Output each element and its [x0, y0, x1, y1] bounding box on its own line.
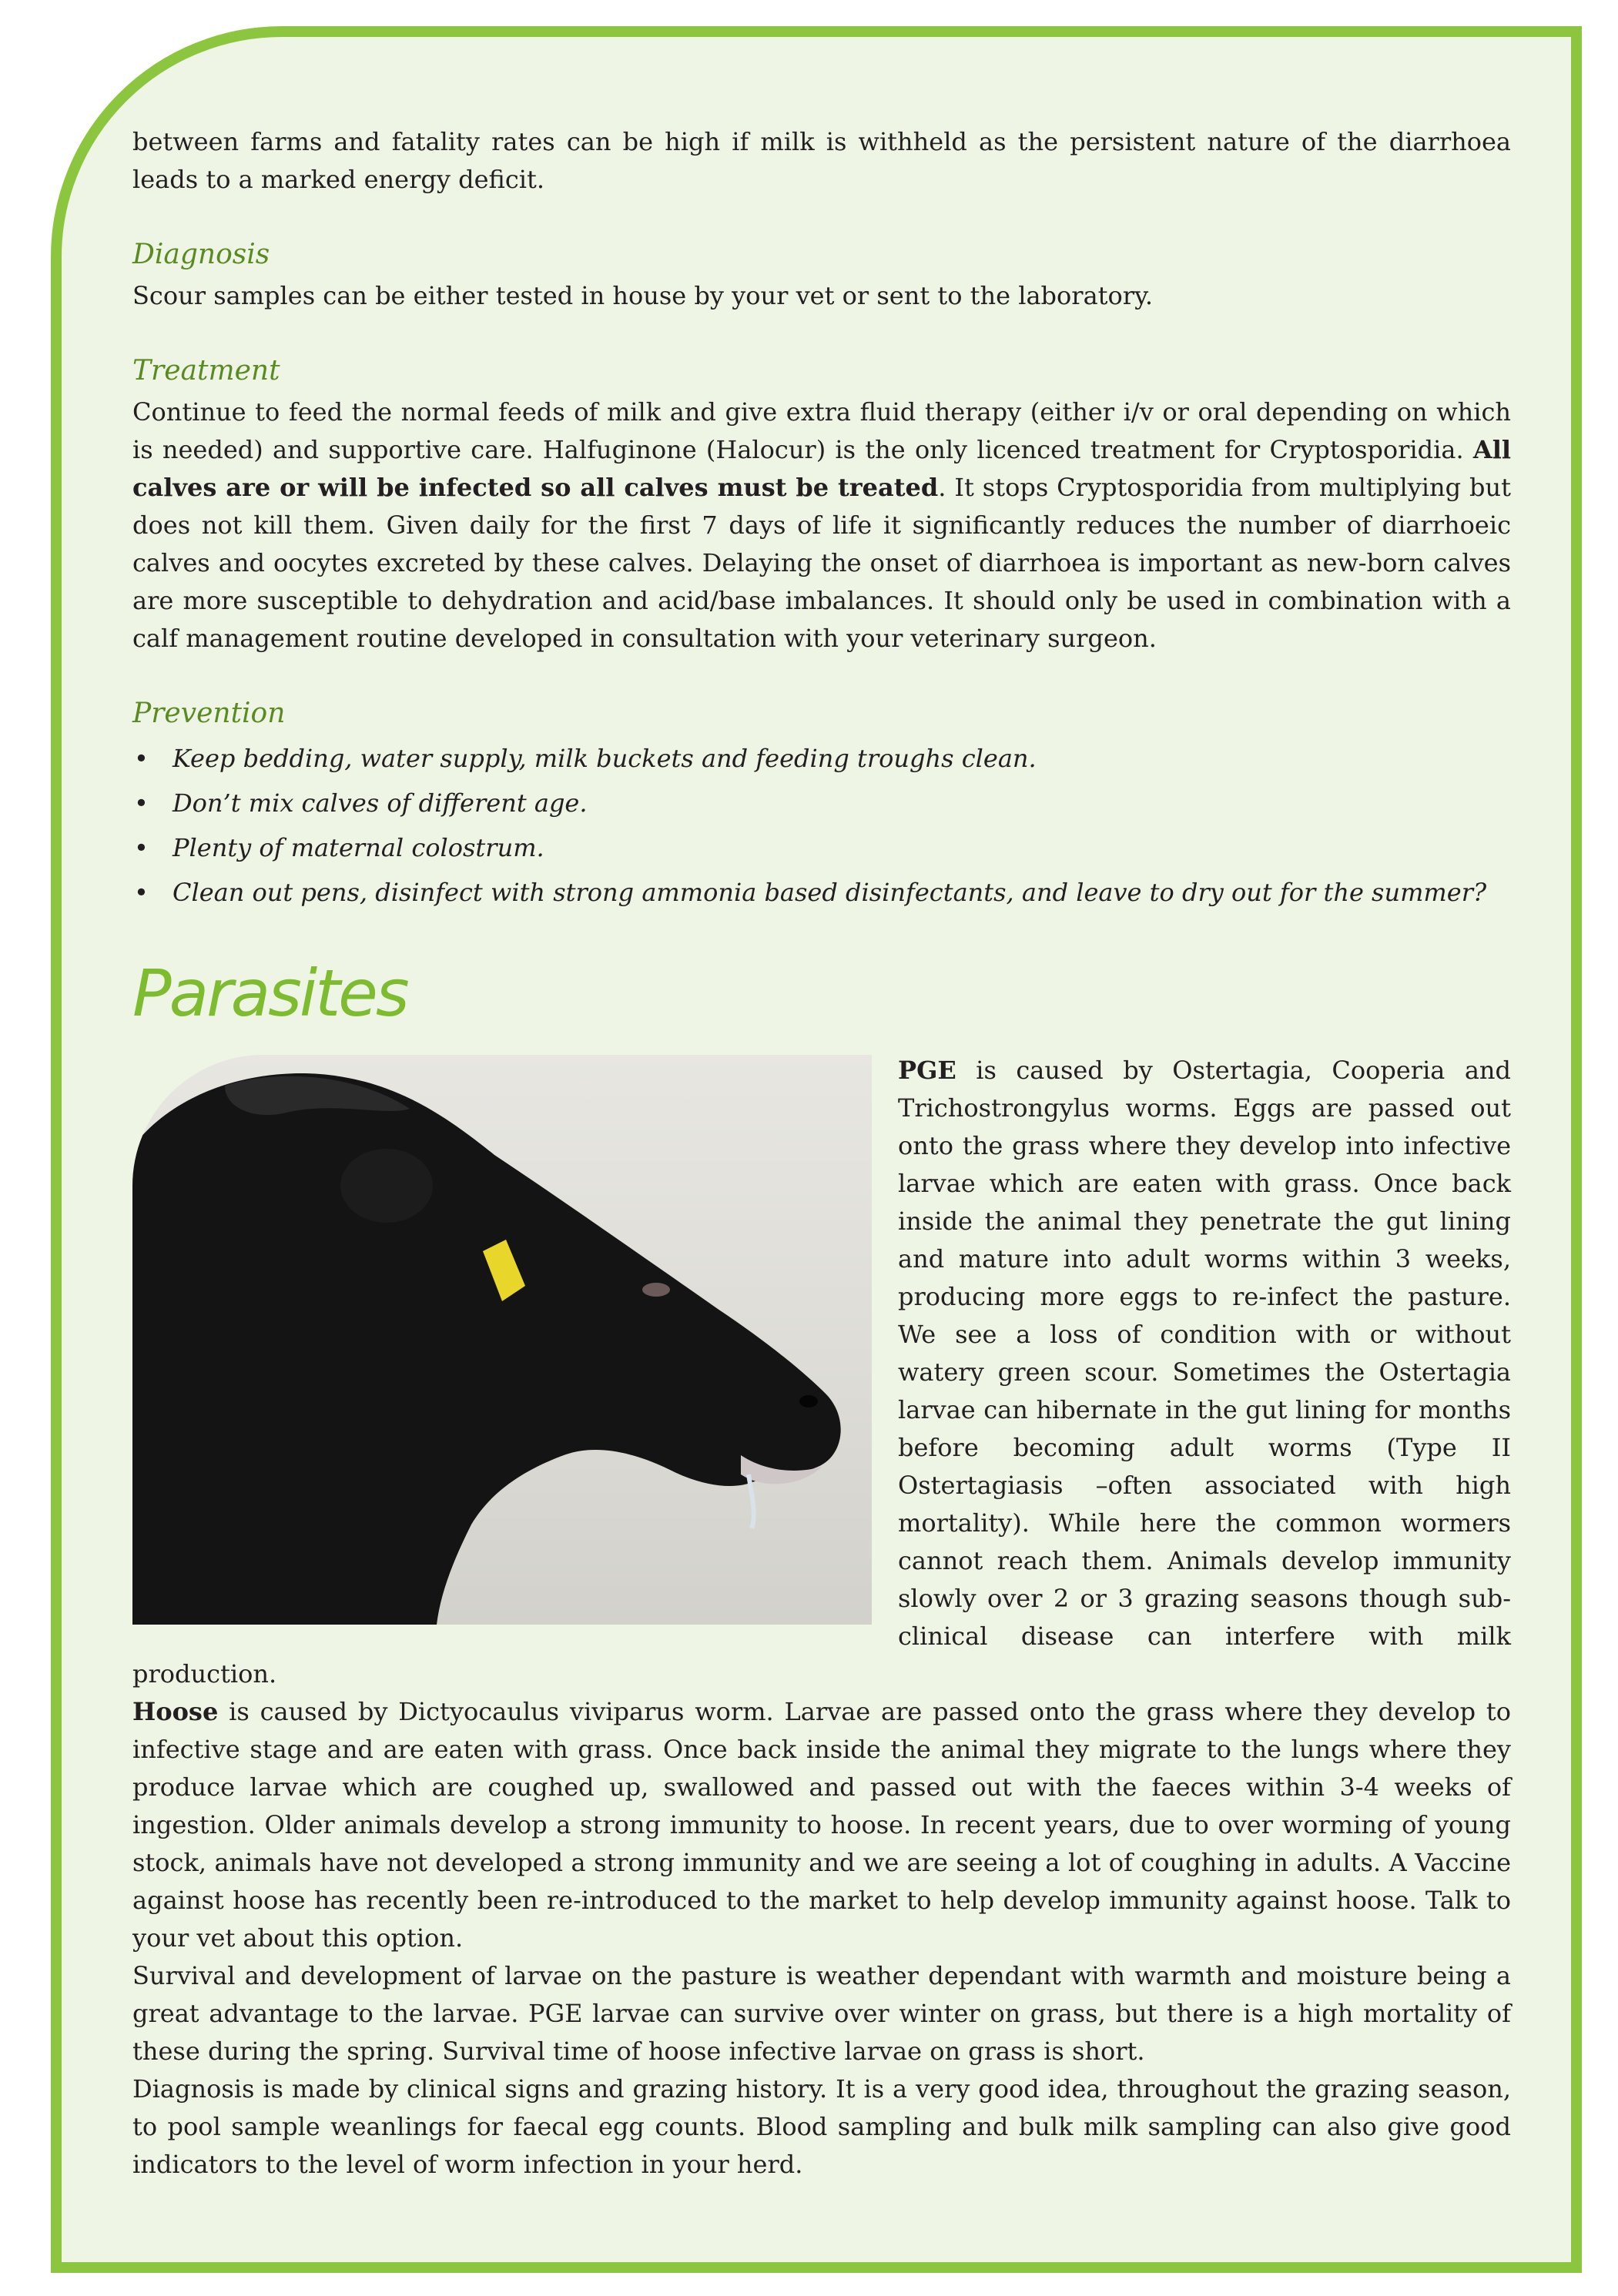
bullet: •: [134, 878, 149, 907]
diagnosis-paragraph: Scour samples can be either tested in house by your vet or sent to the laboratory.: [132, 281, 1154, 310]
parasites-diagnosis-paragraph: Diagnosis is made by clinical signs and grazing history. It is a very good idea, throughout the grazing season, to pool sample weanlings for faecal egg counts. Blood sampling and bulk milk sampling can also give good indicators to the level of worm infection in your herd.: [132, 2074, 1511, 2179]
calf-ear: [340, 1149, 433, 1223]
treatment-text-2: . It stops Cryptosporidia from multiplying but does not kill them. Given daily for the first 7 days of life it significantly reduces the number of diarrhoeic calves and oocytes excreted by these calves. Delaying the onset of diarrhoea is important as new-born calves are more susceptible to dehydration and acid/base imbalances. It should only be used in combination with a calf management routine developed in consultation with your veterinary surgeon.: [132, 473, 1512, 653]
hoose-text: is caused by Dictyocaulus viviparus worm. Larvae are passed onto the grass where they develop to infective stage and are eaten with grass. Once back inside the animal they migrate to the lungs where they produce larvae which are coughed up, swallowed and passed out with the faeces within 3-4 weeks of ingestion. Older animals develop a strong immunity to hoose. In recent years, due to over worming of young stock, animals have not developed a strong immunity and we are seeing a lot of coughing in adults. A Vaccine against hoose has recently been re-introduced to the market to help develop immunity against hoose. Talk to your vet about this option.: [132, 1697, 1511, 1953]
calf-photo: [132, 1055, 872, 1625]
list-item-text: Clean out pens, disinfect with strong ammonia based disinfectants, and leave to dry out for the summer?: [173, 878, 1487, 907]
treatment-heading: Treatment: [132, 355, 280, 387]
list-item-text: Don’t mix calves of different age.: [173, 788, 588, 818]
prevention-heading: Prevention: [132, 698, 286, 729]
page-content: [132, 123, 1511, 2184]
hoose-bold: Hoose: [132, 1697, 219, 1726]
treatment-paragraph: [132, 393, 1511, 658]
calf-illustration: [132, 1055, 872, 1625]
calf-nostril: [799, 1395, 818, 1407]
calf-drool: [749, 1474, 754, 1528]
survival-paragraph: Survival and development of larvae on the pasture is weather dependant with warmth and moisture being a great advantage to the larvae. PGE larvae can survive over winter on grass, but there is a high mortality of these during the spring. Survival time of hoose infective larvae on grass is short.: [132, 1961, 1511, 2066]
treatment-text-1: Continue to feed the normal feeds of milk and give extra fluid therapy (either i/v or oral depending on which is needed) and supportive care. Halfuginone (Halocur) is the only licenced treatment for Cryptosporidia.: [132, 397, 1511, 464]
list-item: [132, 825, 1511, 870]
list-item-text: Keep bedding, water supply, milk buckets and feeding troughs clean.: [173, 744, 1037, 773]
pge-bold: PGE: [898, 1056, 956, 1085]
list-item: [132, 736, 1511, 781]
bullet: •: [134, 744, 149, 773]
list-item: [132, 870, 1511, 915]
list-item-text: Plenty of maternal colostrum.: [173, 833, 544, 862]
calf-body: [132, 1073, 841, 1625]
hoose-paragraph: [132, 1693, 1511, 1957]
list-item: [132, 781, 1511, 825]
prevention-list: [132, 736, 1511, 915]
intro-paragraph: between farms and fatality rates can be high if milk is withheld as the persistent nature of the diarrhoea leads to a marked energy deficit.: [132, 127, 1511, 194]
bullet: •: [134, 788, 149, 818]
parasites-title: Parasites: [132, 956, 407, 1031]
treatment-bold-text: All calves are or will be infected so all calves must be treated: [132, 435, 1511, 502]
bullet: •: [134, 833, 149, 862]
pge-text: is caused by Ostertagia, Cooperia and Trichostrongylus worms. Eggs are passed out onto the grass where they develop into infective larvae which are eaten with grass. Once back inside the animal they penetrate the gut lining and mature into adult worms within 3 weeks, producing more eggs to re-infect the pasture. We see a loss of condition with or without watery green scour. Sometimes the Ostertagia larvae can hibernate in the gut lining for months before becoming adult worms (Type II Ostertagiasis –often associated with high mortality). While here the common wormers cannot reach them. Animals develop immunity slowly over 2 or 3 grazing seasons though sub-clinical disease can interfere with milk production.: [132, 1056, 1511, 1689]
calf-eye: [642, 1283, 670, 1297]
diagnosis-heading: Diagnosis: [132, 239, 270, 270]
